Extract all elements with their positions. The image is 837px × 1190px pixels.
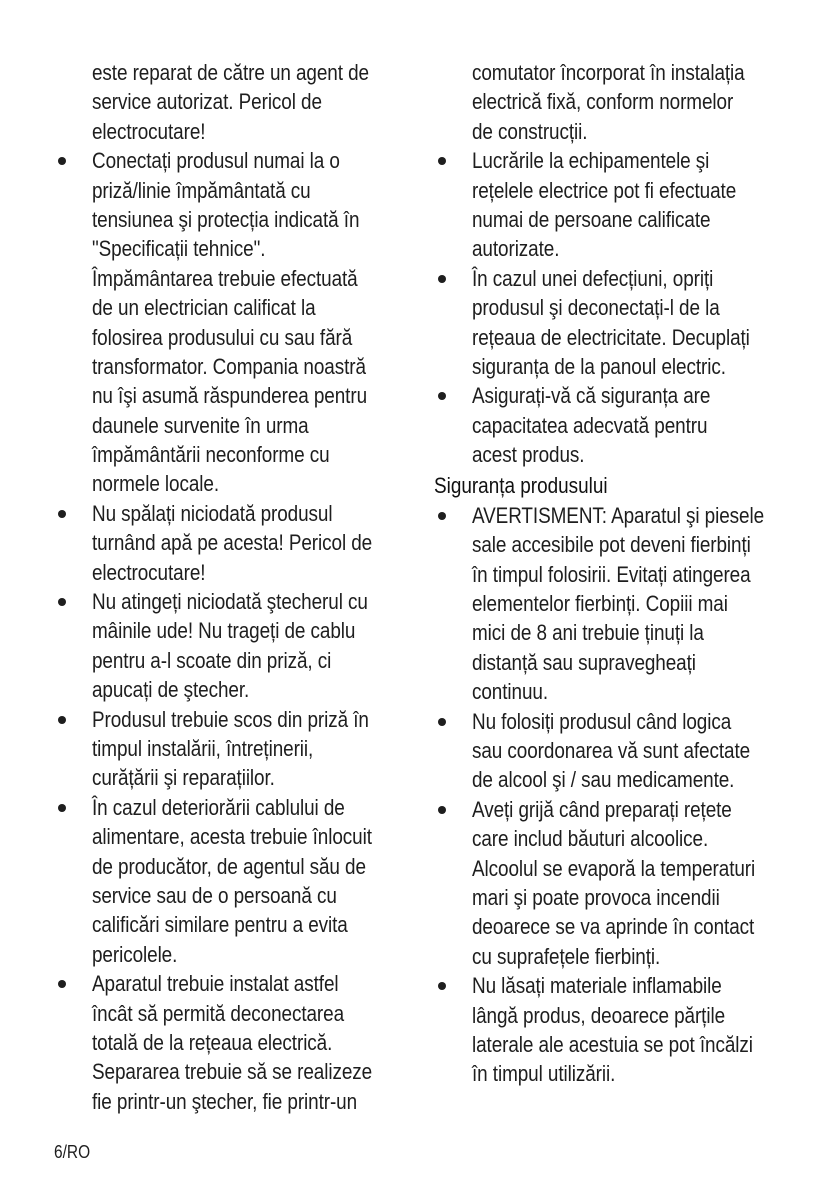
text-line: service sau de o persoană cu (92, 882, 337, 908)
bullet-item (434, 971, 794, 1089)
bullet-icon (58, 716, 66, 724)
text-line: numai de persoane calificate (472, 206, 711, 232)
text-line: împământării neconforme cu (92, 442, 330, 468)
bullet-icon (438, 275, 446, 283)
text-line: este reparat de către un agent de (92, 60, 369, 85)
bullet-icon (58, 157, 66, 165)
text-line: lângă produs, deoarece părțile (472, 1002, 726, 1028)
bullet-icon (438, 392, 446, 400)
bullet-icon (438, 512, 446, 520)
text-line: deoarece se va aprinde în contact (472, 914, 755, 940)
bullet-icon (438, 982, 446, 990)
text-line: Nu atingeți niciodată ştecherul cu (92, 589, 368, 615)
page-number: 6/RO (54, 1142, 91, 1162)
text-line: "Specificații tehnice". (92, 236, 266, 262)
text-line: mâinile ude! Nu trageți de cablu (92, 618, 356, 644)
text-line: electrocutare! (92, 559, 206, 585)
bullet-icon (58, 980, 66, 988)
bullet-item (434, 264, 794, 382)
text-line: mari şi poate provoca incendii (472, 884, 720, 910)
text-line: daunele survenite în urma (92, 412, 309, 438)
text-line: transformator. Compania noastră (92, 353, 366, 379)
bullet-item (434, 707, 794, 795)
bullet-item (54, 793, 416, 969)
text-line: În cazul unei defecțiuni, opriți (472, 265, 714, 291)
continued-text (434, 58, 794, 146)
bullet-item (434, 795, 794, 971)
text-line: Nu folosiți produsul când logica (472, 708, 732, 734)
text-line: pentru a-l scoate din priză, ci (92, 647, 332, 673)
text-line: rețeaua de electricitate. Decuplați (472, 324, 750, 350)
text-line: normele locale. (92, 471, 220, 497)
text-line: Alcoolul se evaporă la temperaturi (472, 855, 756, 881)
text-line: turnând apă pe acesta! Pericol de (92, 530, 373, 556)
text-line: priză/linie împământată cu (92, 177, 311, 203)
bullet-item (434, 381, 794, 469)
text-line: pericolele. (92, 941, 178, 967)
text-line: comutator încorporat în instalația (472, 60, 745, 85)
bullet-icon (58, 510, 66, 518)
text-line: nu îşi asumă răspunderea pentru (92, 383, 368, 409)
text-line: autorizate. (472, 236, 560, 262)
text-line: service autorizat. Pericol de (92, 89, 322, 115)
left-column (54, 58, 416, 1116)
text-line: siguranța de la panoul electric. (472, 353, 726, 379)
text-line: sale accesibile pot deveni fierbinți (472, 532, 751, 558)
text-line: rețelele electrice pot fi efectuate (472, 177, 737, 203)
text-line: Nu lăsați materiale inflamabile (472, 973, 722, 999)
text-line: alimentare, acesta trebuie înlocuit (92, 824, 372, 850)
text-line: electrocutare! (92, 118, 206, 144)
bullet-icon (58, 598, 66, 606)
text-line: de alcool şi / sau medicamente. (472, 767, 735, 793)
text-line: sau coordonarea vă sunt afectate (472, 737, 751, 763)
bullet-item (54, 969, 416, 1116)
text-line: elementelor fierbinți. Copiii mai (472, 591, 728, 617)
bullet-item (434, 146, 794, 264)
continued-text (54, 58, 416, 146)
text-line: totală de la rețeaua electrică. (92, 1029, 333, 1055)
text-line: Separarea trebuie să se realizeze (92, 1059, 373, 1085)
text-line: acest produs. (472, 442, 585, 468)
right-column (434, 58, 794, 1089)
text-line: mici de 8 ani trebuie ținuți la (472, 620, 704, 646)
text-line: distanță sau supravegheați (472, 649, 696, 675)
section-heading: Siguranța produsului (434, 473, 608, 499)
bullet-item (54, 146, 416, 499)
text-line: care includ băuturi alcoolice. (472, 826, 709, 852)
text-line: Produsul trebuie scos din priză în (92, 706, 369, 732)
text-line: electrică fixă, conform normelor (472, 89, 734, 115)
text-line: produsul şi deconectați-l de la (472, 295, 720, 321)
bullet-item (54, 587, 416, 705)
text-line: Conectați produsul numai la o (92, 148, 340, 174)
bullet-icon (58, 804, 66, 812)
text-line: apucați de ştecher. (92, 677, 250, 703)
text-line: în timpul utilizării. (472, 1061, 616, 1087)
text-line: Aveți grijă când preparați rețete (472, 796, 732, 822)
text-line: curățării şi reparațiilor. (92, 765, 275, 791)
text-line: încât să permită deconectarea (92, 1000, 345, 1026)
bullet-icon (438, 806, 446, 814)
text-line: timpul instalării, întreținerii, (92, 735, 314, 761)
text-line: de producător, de agentul său de (92, 853, 366, 879)
text-line: Aparatul trebuie instalat astfel (92, 971, 339, 997)
text-line: Asigurați-vă că siguranța are (472, 383, 711, 409)
text-line: tensiunea şi protecția indicată în (92, 206, 360, 232)
text-line: capacitatea adecvată pentru (472, 412, 708, 438)
text-line: Nu spălați niciodată produsul (92, 500, 333, 526)
text-line: în timpul folosirii. Evitați atingerea (472, 561, 751, 587)
bullet-item (434, 501, 794, 707)
bullet-icon (438, 157, 446, 165)
text-line: AVERTISMENT: Aparatul şi piesele (472, 502, 765, 528)
text-line: calificări similare pentru a evita (92, 912, 348, 938)
text-line: de construcții. (472, 118, 588, 144)
text-line: În cazul deteriorării cablului de (92, 794, 345, 820)
bullet-item (54, 705, 416, 793)
text-line: cu suprafețele fierbinți. (472, 943, 661, 969)
text-line: folosirea produsului cu sau fără (92, 324, 353, 350)
text-line: laterale ale acestuia se pot încălzi (472, 1031, 753, 1057)
text-line: Lucrările la echipamentele şi (472, 148, 710, 174)
text-line: continuu. (472, 679, 549, 705)
text-line: fie printr-un ştecher, fie printr-un (92, 1088, 358, 1114)
bullet-item (54, 499, 416, 587)
text-line: de un electrician calificat la (92, 295, 316, 321)
bullet-icon (438, 718, 446, 726)
text-line: Împământarea trebuie efectuată (92, 265, 358, 291)
